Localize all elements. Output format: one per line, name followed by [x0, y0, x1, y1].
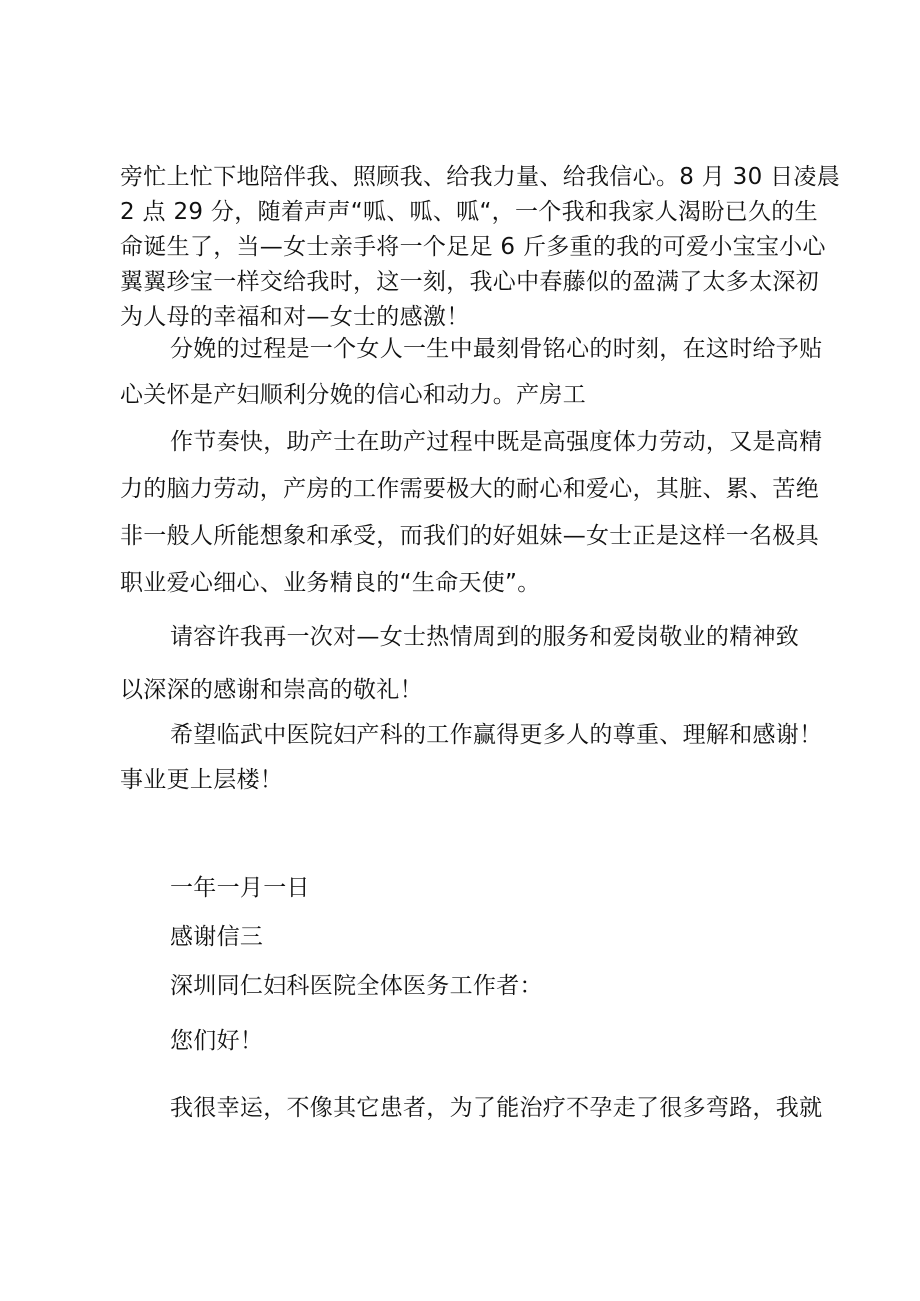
- text-line: 为人母的幸福和对—女士的感激！: [120, 304, 470, 330]
- text-line: 分娩的过程是一个女人一生中最刻骨铭心的时刻，在这时给予贴: [170, 336, 823, 362]
- text-line: 命诞生了，当—女士亲手将一个足足 6 斤多重的我的可爱小宝宝小心: [120, 234, 826, 260]
- text-line: 力的脑力劳动，产房的工作需要极大的耐心和爱心，其脏、累、苦绝: [120, 476, 819, 502]
- text-line: 心关怀是产妇顺利分娩的信心和动力。产房工: [120, 382, 586, 408]
- text-line: 请容许我再一次对—女士热情周到的服务和爱岗敬业的精神致: [170, 624, 800, 650]
- salutation: 深圳同仁妇科医院全体医务工作者：: [170, 973, 543, 999]
- text-line: 旁忙上忙下地陪伴我、照顾我、给我力量、给我信心。8 月 30 日凌晨: [120, 164, 841, 190]
- greeting: 您们好！: [170, 1028, 264, 1054]
- text-line: 我很幸运，不像其它患者，为了能治疗不孕走了很多弯路，我就: [170, 1095, 823, 1121]
- text-line: 以深深的感谢和崇高的敬礼！: [120, 677, 423, 703]
- text-line: 翼翼珍宝一样交给我时，这一刻，我心中春藤似的盈满了太多太深初: [120, 269, 819, 295]
- text-line: 2 点 29 分，随着声声“呱、呱、呱“，一个我和我家人渴盼已久的生: [120, 199, 818, 225]
- text-line: 事业更上层楼！: [120, 767, 284, 793]
- letter-title: 感谢信三: [170, 924, 264, 950]
- text-line: 希望临武中医院妇产科的工作赢得更多人的尊重、理解和感谢！: [170, 722, 823, 748]
- date-line: 一年一月一日: [170, 875, 310, 901]
- text-line: 职业爱心细心、业务精良的“生命天使”。: [120, 570, 541, 596]
- text-line: 非一般人所能想象和承受，而我们的好姐妹—女士正是这样一名极具: [120, 523, 819, 549]
- text-line: 作节奏快，助产士在助产过程中既是高强度体力劳动，又是高精: [170, 429, 823, 455]
